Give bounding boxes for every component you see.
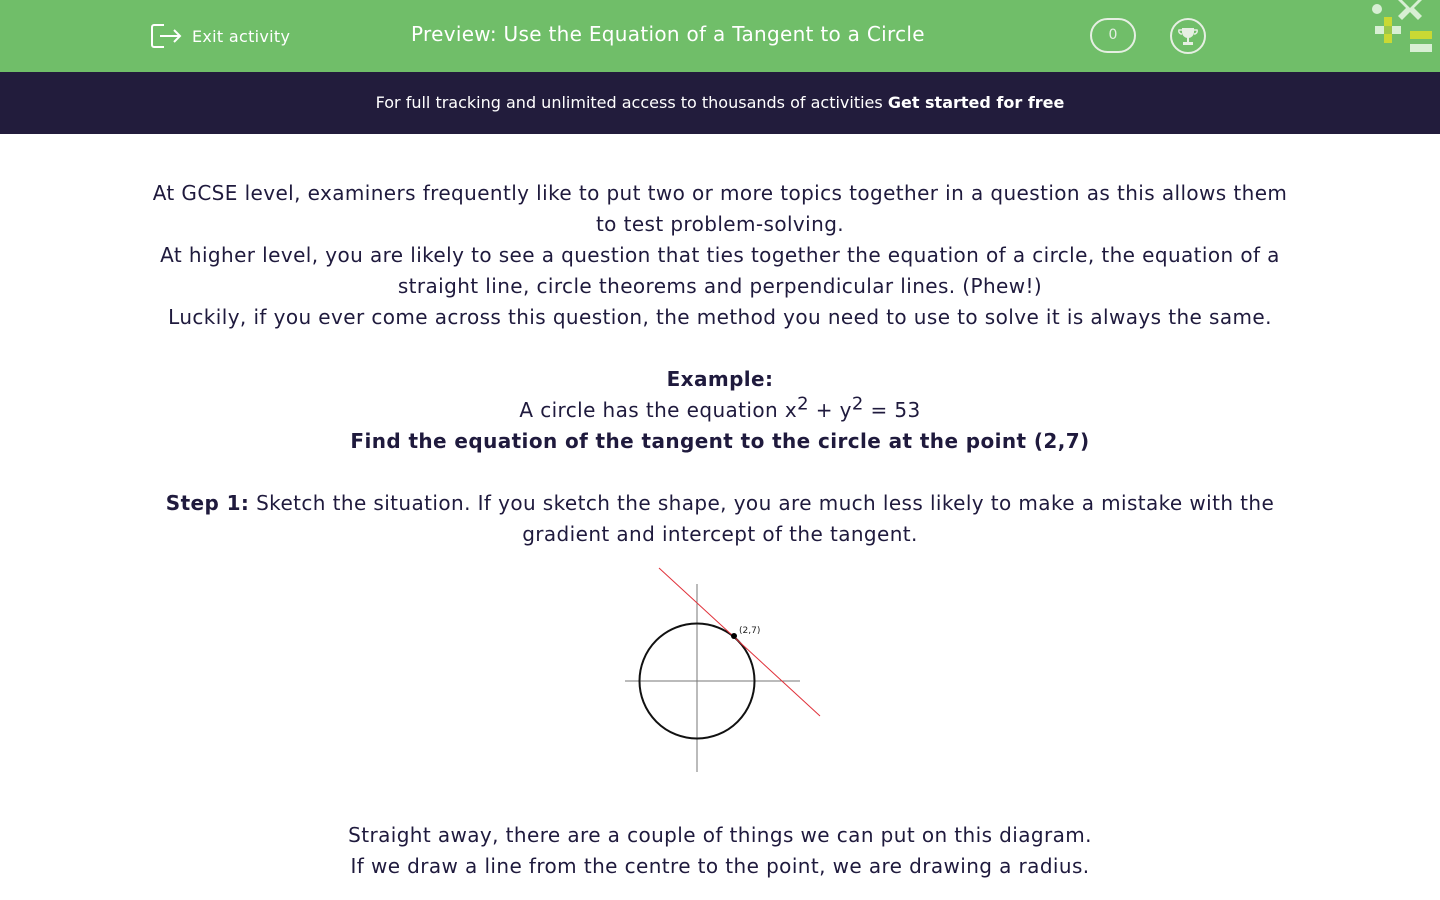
trophy-button[interactable] xyxy=(1170,18,1206,54)
tangent-line xyxy=(659,568,820,716)
intro-paragraph-3: Luckily, if you ever come across this question, the method you need to use to solve it is always the same. xyxy=(168,305,1272,329)
question-text: Find the equation of the tangent to the circle at the point (2,7) xyxy=(350,429,1090,453)
paragraph-4: Straight away, there are a couple of things we can put on this diagram. xyxy=(348,823,1092,847)
page-title: Preview: Use the Equation of a Tangent to a Circle xyxy=(411,22,925,46)
top-bar xyxy=(0,0,1440,72)
get-started-link[interactable]: Get started for free xyxy=(887,93,1065,112)
exit-icon xyxy=(150,22,182,50)
logo-icon xyxy=(1368,0,1440,56)
circle-tangent-diagram xyxy=(140,550,1300,820)
intro-paragraph-1: At GCSE level, examiners frequently like to put two or more topics together in a question as this allows them to test problem-solving. xyxy=(152,181,1288,236)
signup-banner xyxy=(0,72,1440,134)
circle-equation: A circle has the equation $x^2 + y^2 = 53$ xyxy=(519,393,921,422)
intro-paragraph-2: At higher level, you are likely to see a question that ties together the equation of a circle, the equation of a straight line, circle theorems and perpendicular lines. (Phew!) xyxy=(160,243,1280,298)
exit-activity-button[interactable] xyxy=(150,22,290,50)
example-label: Example: xyxy=(666,367,774,391)
exit-label: Exit activity xyxy=(192,26,291,46)
point-label: (2,7) xyxy=(739,626,761,636)
lesson-content xyxy=(0,134,1440,882)
trophy-icon xyxy=(1177,25,1199,47)
paragraph-5: If we draw a line from the centre to the point, we are drawing a radius. xyxy=(350,854,1090,878)
step-1: Step 1: Sketch the situation. If you sketch the shape, you are much less likely to make a mistake with the gradient and intercept of the tangent. xyxy=(165,491,1275,546)
banner-text: For full tracking and unlimited access to thousands of activities xyxy=(375,93,888,112)
tangent-point xyxy=(731,633,737,639)
score-badge: 0 xyxy=(1090,18,1136,53)
